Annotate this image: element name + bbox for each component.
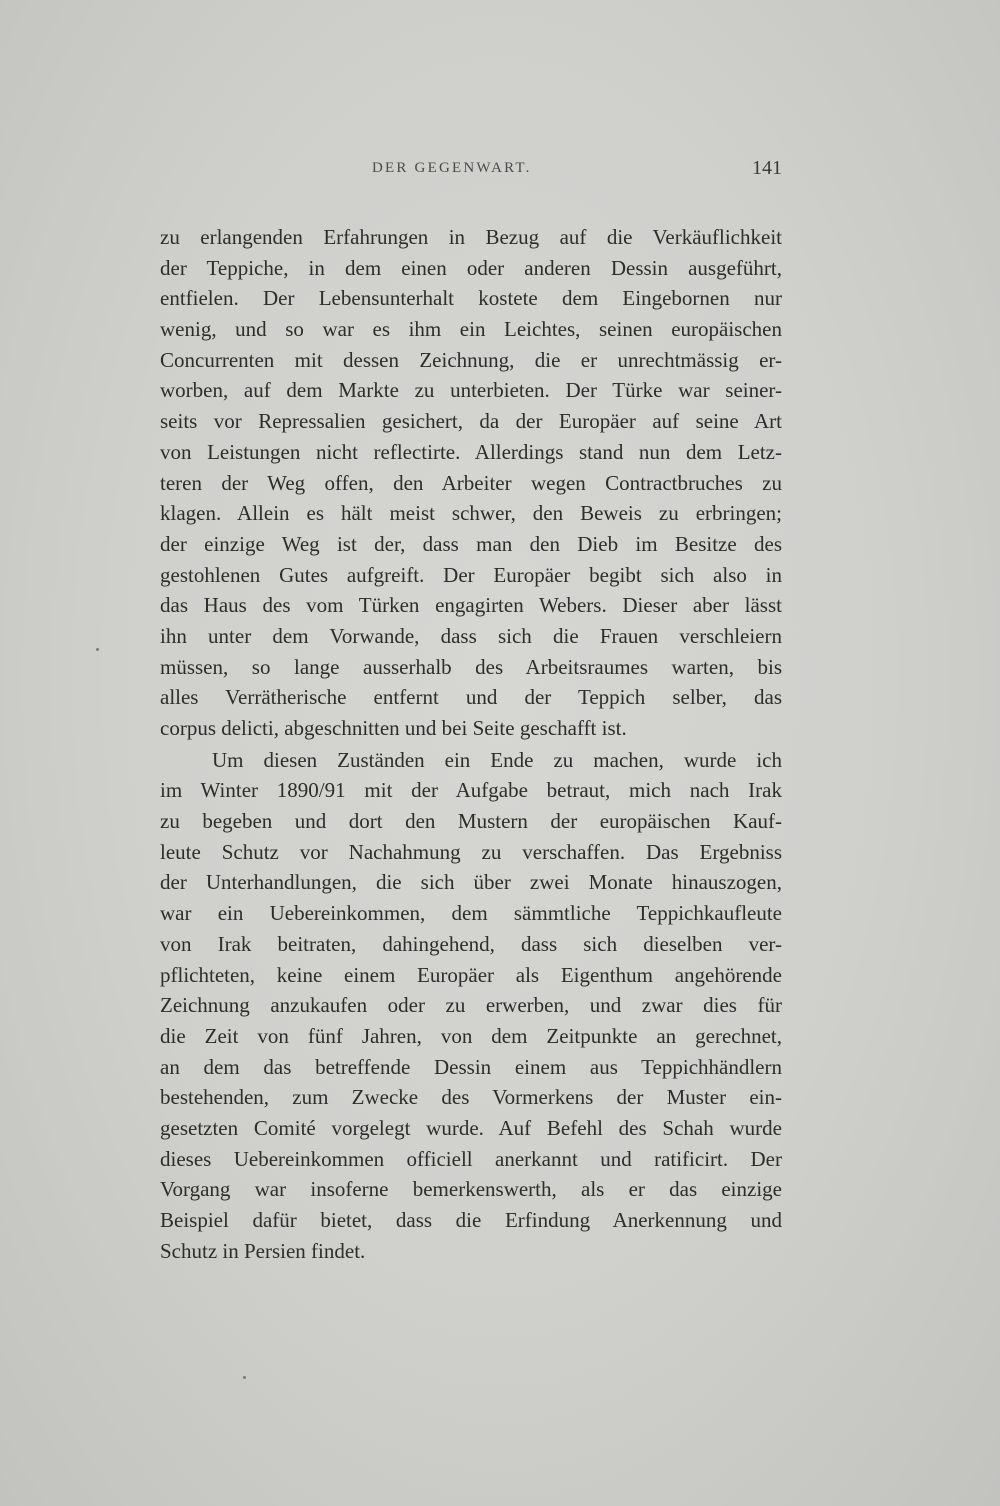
text-line: Zeichnung anzukaufen oder zu erwerben, und zwar dies für: [160, 993, 782, 1018]
running-header: [160, 157, 782, 186]
text-line: teren der Weg offen, den Arbeiter wegen Contractbruches zu: [160, 470, 782, 495]
paper-speck: [96, 648, 99, 651]
text-line: zu begeben und dort den Mustern der europäischen Kauf-: [160, 809, 782, 834]
text-line: die Zeit von fünf Jahren, von dem Zeitpunkte an gerechnet,: [160, 1023, 782, 1048]
text-line: Beispiel dafür bietet, dass die Erfindung Anerkennung und: [160, 1208, 782, 1232]
text-line: leute Schutz vor Nachahmung zu verschaffen. Das Ergebniss: [160, 839, 782, 864]
text-line: Schutz in Persien findet.: [160, 1238, 366, 1263]
running-title: DER GEGENWART.: [372, 160, 532, 176]
text-line: von Leistungen nicht reflectirte. Allerdings stand nun dem Letz-: [160, 439, 782, 464]
text-line: corpus delicti, abgeschnitten und bei Seite geschafft ist.: [160, 716, 627, 740]
text-line: Vorgang war insoferne bemerkenswerth, als er das einzige: [160, 1177, 782, 1202]
text-line: der Teppiche, in dem einen oder anderen Dessin ausgeführt,: [160, 255, 782, 280]
text-line: im Winter 1890/91 mit der Aufgabe betraut, mich nach Irak: [160, 778, 782, 803]
text-line: ihn unter dem Vorwande, dass sich die Frauen verschleiern: [160, 623, 782, 648]
text-line: Concurrenten mit dessen Zeichnung, die er unrechtmässig er-: [160, 347, 782, 372]
text-line: war ein Uebereinkommen, dem sämmtliche Teppichkaufleute: [160, 901, 782, 926]
text-line: bestehenden, zum Zwecke des Vormerkens der Muster ein-: [160, 1085, 782, 1110]
text-line: alles Verrätherische entfernt und der Teppich selber, das: [160, 685, 782, 710]
paragraph: [160, 222, 782, 744]
text-line: seits vor Repressalien gesichert, da der Europäer auf seine Art: [160, 409, 782, 434]
paragraph: [160, 745, 782, 1267]
text-line: entfielen. Der Lebensunterhalt kostete dem Eingebornen nur: [160, 286, 782, 311]
text-line: zu erlangenden Erfahrungen in Bezug auf die Verkäuflichkeit: [160, 225, 782, 249]
text-line: das Haus des vom Türken engagirten Webers. Dieser aber lässt: [160, 593, 782, 618]
page-number: 141: [752, 157, 782, 179]
text-line: gesetzten Comité vorgelegt wurde. Auf Befehl des Schah wurde: [160, 1115, 782, 1140]
body-text: [160, 222, 782, 1266]
text-line: Um diesen Zuständen ein Ende zu machen, wurde ich: [212, 747, 782, 772]
text-line: der einzige Weg ist der, dass man den Dieb im Besitze des: [160, 531, 782, 556]
text-line: von Irak beitraten, dahingehend, dass sich dieselben ver-: [160, 931, 782, 956]
text-line: wenig, und so war es ihm ein Leichtes, seinen europäischen: [160, 317, 782, 342]
text-line: dieses Uebereinkommen officiell anerkannt und ratificirt. Der: [160, 1146, 782, 1171]
text-line: müssen, so lange ausserhalb des Arbeitsraumes warten, bis: [160, 654, 782, 679]
text-line: klagen. Allein es hält meist schwer, den Beweis zu erbringen;: [160, 501, 782, 526]
text-line: der Unterhandlungen, die sich über zwei Monate hinauszogen,: [160, 870, 782, 895]
paper-speck: [243, 1376, 246, 1379]
text-line: gestohlenen Gutes aufgreift. Der Europäer begibt sich also in: [160, 562, 782, 587]
text-line: worben, auf dem Markte zu unterbieten. Der Türke war seiner-: [160, 378, 782, 403]
text-line: an dem das betreffende Dessin einem aus Teppichhändlern: [160, 1054, 782, 1079]
text-line: pflichteten, keine einem Europäer als Eigenthum angehörende: [160, 962, 782, 987]
